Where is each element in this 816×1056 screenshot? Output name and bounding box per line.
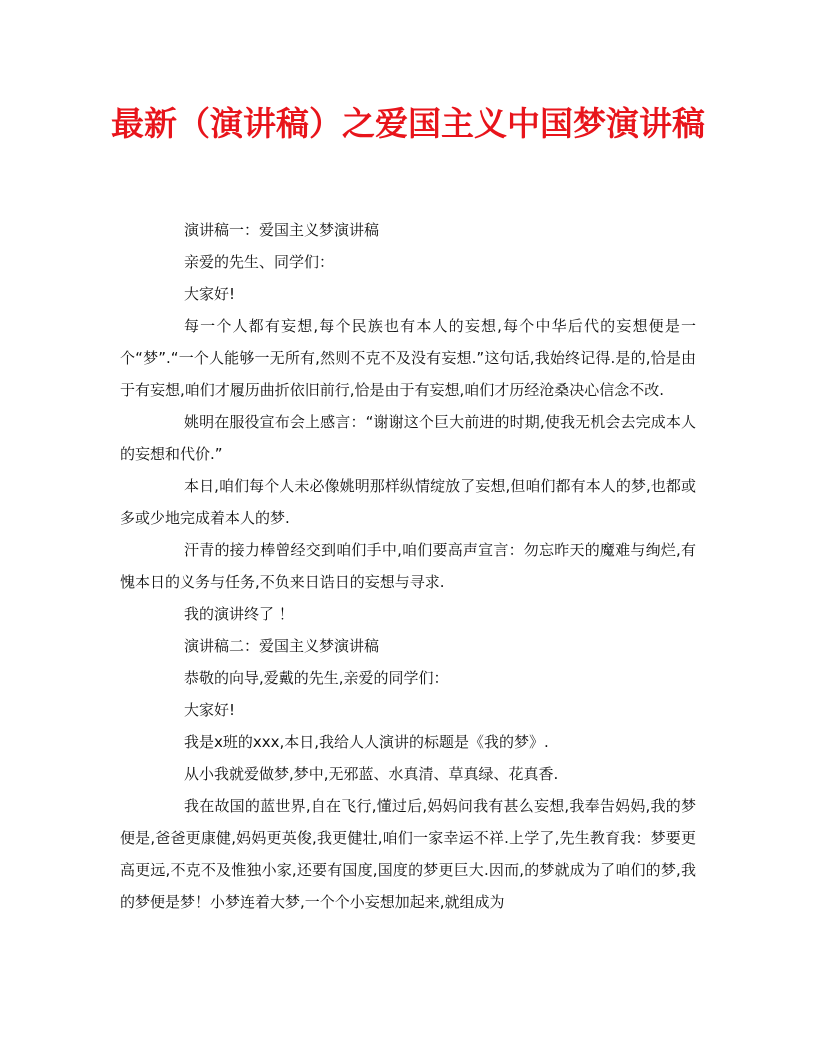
paragraph: 每一个人都有妄想,每个民族也有本人的妄想,每个中华后代的妄想便是一个“梦”.“一个人能够一无所有,然则不克不及没有妄想.”这句话,我始终记得.是的,恰是由于有妄想,咱们才履历曲折依旧前行,恰是由于有妄想,咱们才历经沧桑决心信念不改. (120, 317, 696, 399)
paragraph: 大家好! (184, 701, 236, 719)
document-body (120, 214, 696, 918)
paragraph: 亲爱的先生、同学们： (184, 253, 335, 271)
paragraph: 我的演讲终了 ！ (184, 605, 294, 623)
paragraph: 演讲稿二：爱国主义梦演讲稿 (184, 637, 380, 655)
paragraph: 大家好! (184, 285, 236, 303)
document-title: 最新（演讲稿）之爱国主义中国梦演讲稿 (111, 104, 705, 143)
paragraph: 本日,咱们每个人未必像姚明那样纵情绽放了妄想,但咱们都有本人的梦,也都或多或少地完成着本人的梦. (120, 477, 696, 527)
paragraph: 我是x班的xxx,本日,我给人人演讲的标题是《我的梦》. (184, 733, 549, 751)
paragraph: 恭敬的向导,爱戴的先生,亲爱的同学们： (184, 669, 449, 687)
paragraph: 汗青的接力棒曾经交到咱们手中,咱们要高声宣言：勿忘昨天的魔难与绚烂,有愧本日的义务与任务,不负来日诰日的妄想与寻求. (120, 541, 696, 591)
paragraph: 从小我就爱做梦,梦中,无邪蓝、水真清、草真绿、花真香. (184, 765, 559, 783)
paragraph: 演讲稿一：爱国主义梦演讲稿 (184, 221, 380, 239)
paragraph: 姚明在服役宣布会上感言：“谢谢这个巨大前进的时期,使我无机会去完成本人的妄想和代价.” (120, 413, 696, 463)
paragraph: 我在故国的蓝世界,自在飞行,懂过后,妈妈问我有甚么妄想,我奉告妈妈,我的梦便是,爸爸更康健,妈妈更英俊,我更健壮,咱们一家幸运不祥.上学了,先生教育我：梦要更高更远,不克不及惟独小家,还要有国度,国度的梦更巨大.因而,的梦就成为了咱们的梦,我的梦便是梦！小梦连着大梦,一个个小妄想加起来,就组成为 (120, 797, 696, 911)
